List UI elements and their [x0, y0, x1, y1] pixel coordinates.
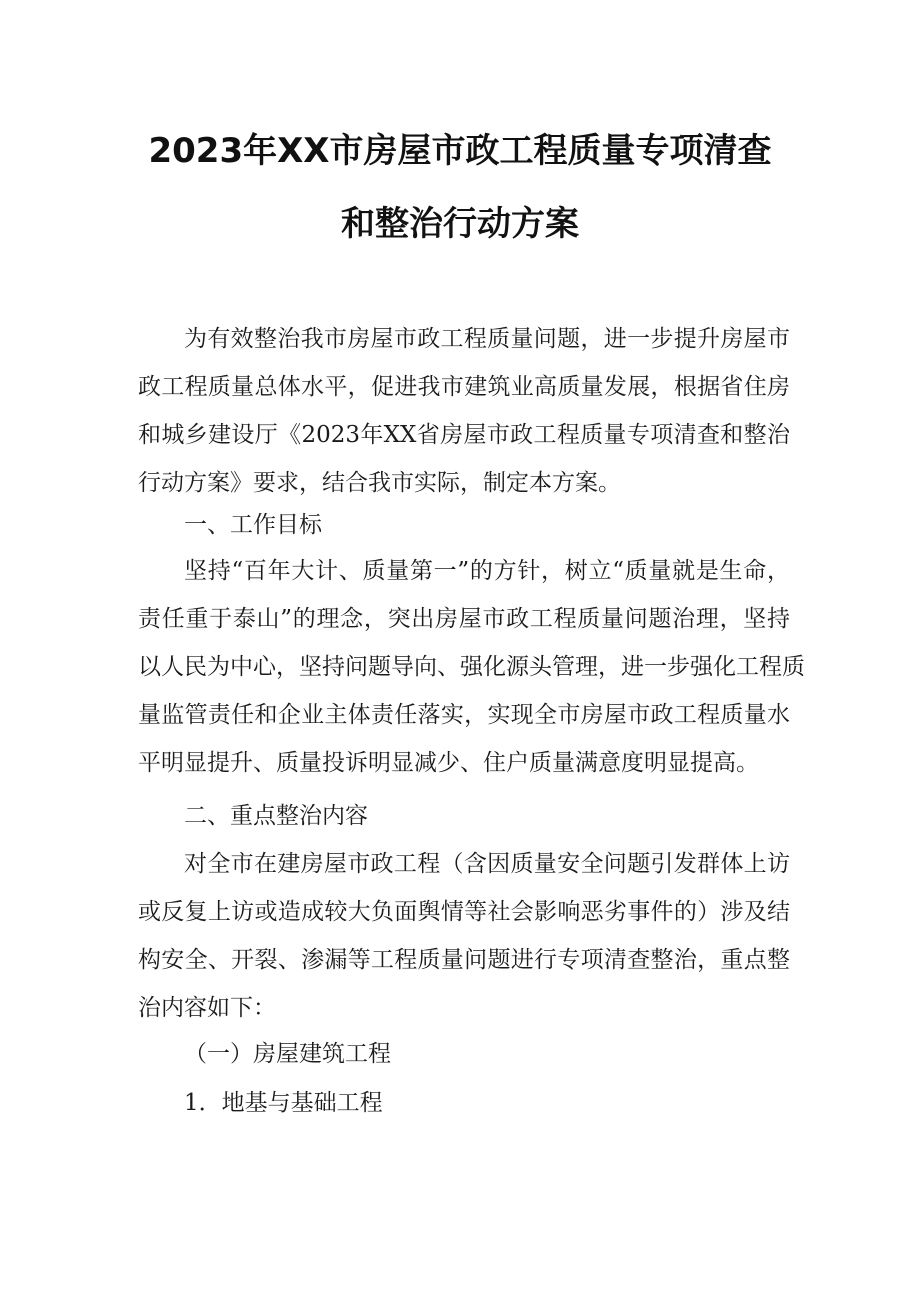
intro-paragraph — [138, 315, 790, 507]
section-1-line: 量监管责任和企业主体责任落实，实现全市房屋市政工程质量水 — [138, 702, 790, 728]
section-2-paragraph — [138, 840, 790, 1032]
intro-line: 和城乡建设厅《2023年XX省房屋市政工程质量专项清查和整治 — [138, 422, 790, 448]
document-title-line-2: 和整治行动方案 — [341, 204, 579, 244]
section-1-line: 坚持“百年大计、质量第一”的方针，树立“质量就是生命， — [184, 558, 790, 584]
intro-line: 政工程质量总体水平，促进我市建筑业高质量发展，根据省住房 — [138, 374, 790, 400]
section-2-line: 治内容如下： — [138, 995, 276, 1021]
section-2-line: 对全市在建房屋市政工程（含因质量安全问题引发群体上访 — [184, 851, 790, 877]
section-1-line: 平明显提升、质量投诉明显减少、住户质量满意度明显提高。 — [138, 750, 759, 776]
section-1-line: 责任重于泰山”的理念，突出房屋市政工程质量问题治理，坚持 — [138, 606, 790, 632]
section-2-heading: 二、重点整治内容 — [184, 803, 368, 829]
document-title-line-1: 2023年XX市房屋市政工程质量专项清查 — [148, 131, 772, 171]
intro-line: 行动方案》要求，结合我市实际，制定本方案。 — [138, 470, 621, 496]
section-2-line: 构安全、开裂、渗漏等工程质量问题进行专项清查整治，重点整 — [138, 947, 790, 973]
intro-line: 为有效整治我市房屋市政工程质量问题，进一步提升房屋市 — [184, 326, 790, 352]
section-1-paragraph — [138, 547, 805, 787]
section-2-line: 或反复上访或造成较大负面舆情等社会影响恶劣事件的）涉及结 — [138, 899, 790, 925]
item-1-heading: 1．地基与基础工程 — [184, 1090, 383, 1116]
section-1-heading: 一、工作目标 — [184, 512, 322, 538]
subsection-1-heading: （一）房屋建筑工程 — [184, 1041, 391, 1067]
section-1-line: 以人民为中心，坚持问题导向、强化源头管理，进一步强化工程质 — [138, 654, 805, 680]
